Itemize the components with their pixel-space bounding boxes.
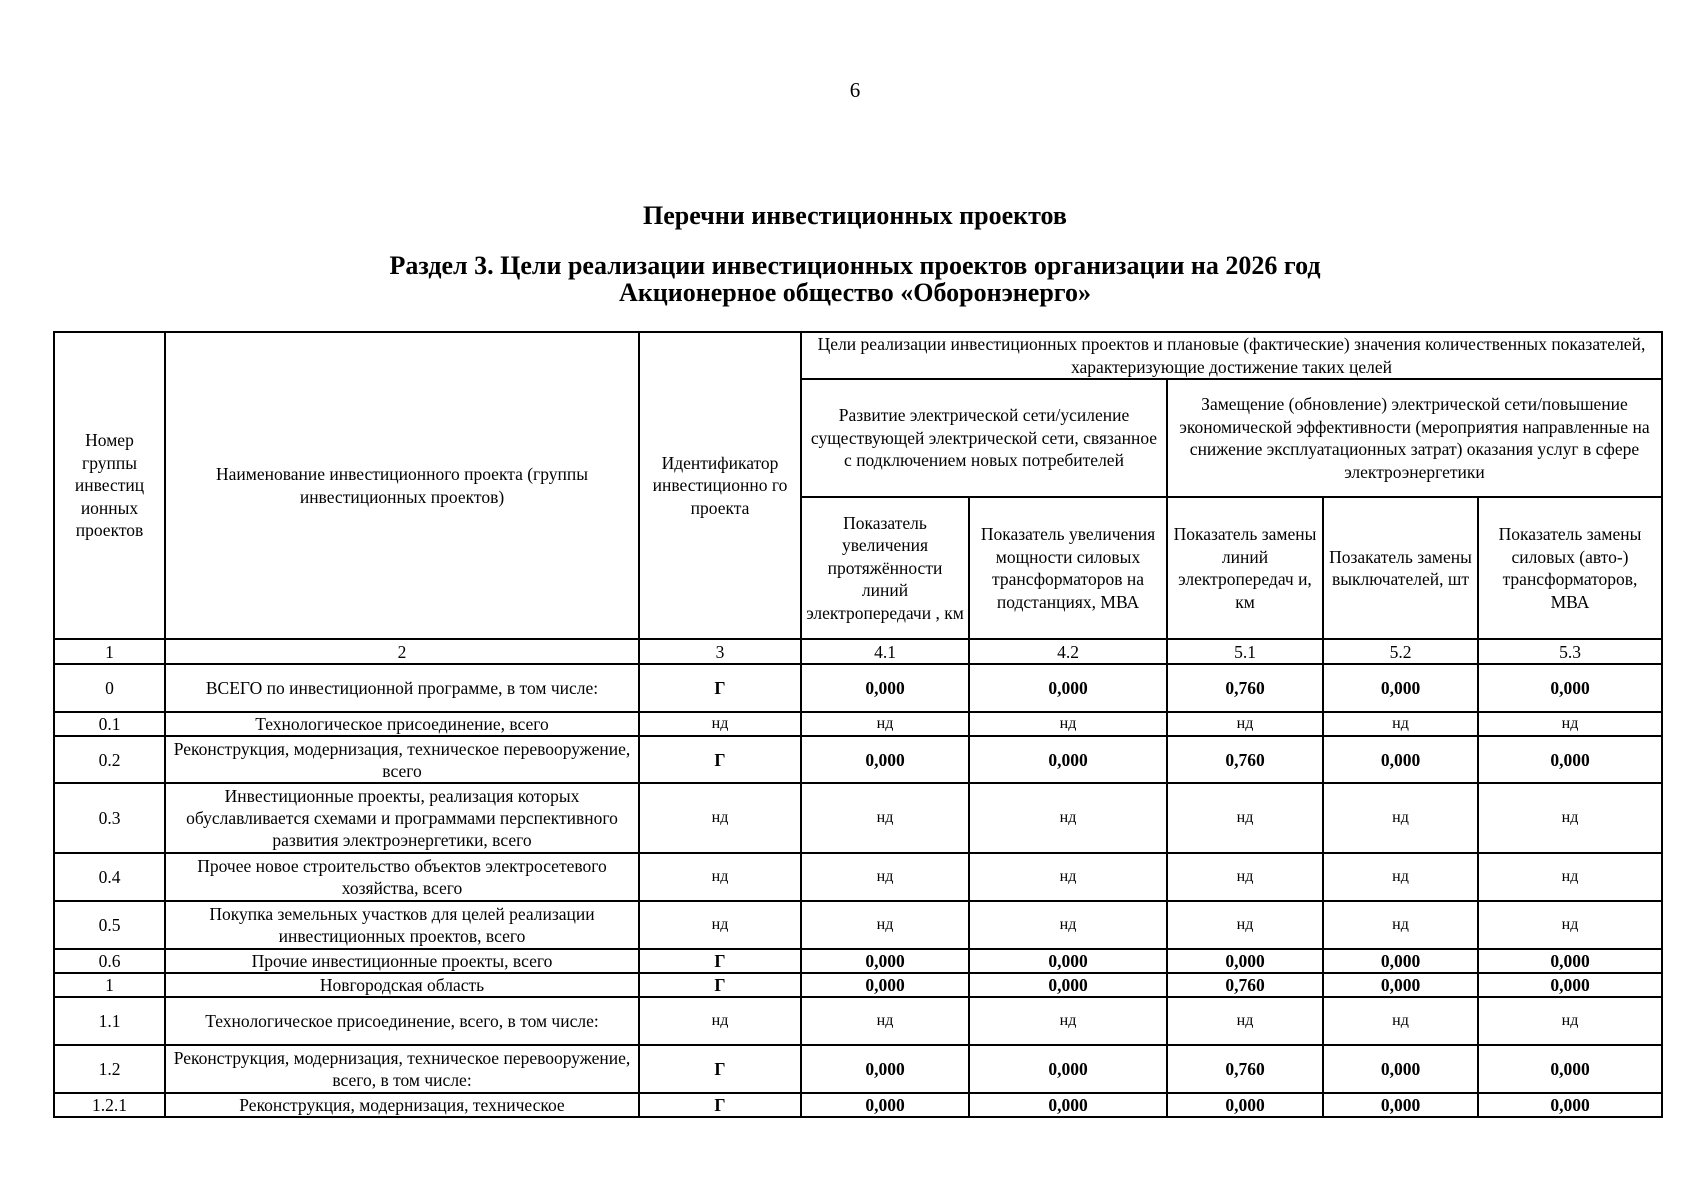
- breaker-replacement-cell: 0,000: [1323, 973, 1478, 997]
- header-line-replacement: Показатель замены линий электропередач и, км: [1167, 497, 1323, 639]
- line-replacement-cell: 0,760: [1167, 1045, 1323, 1093]
- column-number: 3: [639, 639, 801, 664]
- transformer-capacity-increase-cell: 0,000: [969, 1093, 1167, 1117]
- group-number-cell: 0.1: [54, 712, 165, 736]
- line-replacement-cell: нд: [1167, 712, 1323, 736]
- breaker-replacement-cell: нд: [1323, 997, 1478, 1045]
- project-id-cell: нд: [639, 783, 801, 853]
- transformer-replacement-cell: нд: [1478, 901, 1662, 949]
- project-name-cell: Прочее новое строительство объектов электросетевого хозяйства, всего: [165, 853, 639, 901]
- transformer-capacity-increase-cell: нд: [969, 997, 1167, 1045]
- header-transformer-capacity-increase: Показатель увеличения мощности силовых трансформаторов на подстанциях, МВА: [969, 497, 1167, 639]
- breaker-replacement-cell: нд: [1323, 712, 1478, 736]
- line-replacement-cell: 0,760: [1167, 973, 1323, 997]
- project-name-cell: Прочие инвестиционные проекты, всего: [165, 949, 639, 973]
- transformer-capacity-increase-cell: нд: [969, 853, 1167, 901]
- transformer-replacement-cell: 0,000: [1478, 949, 1662, 973]
- header-grid-development: Развитие электрической сети/усиление существующей электрической сети, связанное с подключением новых потребителей: [801, 379, 1167, 497]
- group-number-cell: 0.3: [54, 783, 165, 853]
- project-name-cell: Реконструкция, модернизация, техническое перевооружение, всего: [165, 736, 639, 783]
- project-id-cell: нд: [639, 712, 801, 736]
- breaker-replacement-cell: 0,000: [1323, 1093, 1478, 1117]
- project-id-cell: нд: [639, 901, 801, 949]
- transformer-capacity-increase-cell: нд: [969, 712, 1167, 736]
- section-title: Раздел 3. Цели реализации инвестиционных проектов организации на 2026 год: [389, 251, 1321, 280]
- project-name-cell: Инвестиционные проекты, реализация которых обуславливается схемами и программами перспективного развития электроэнергетики, всего: [165, 783, 639, 853]
- project-name-cell: Покупка земельных участков для целей реализации инвестиционных проектов, всего: [165, 901, 639, 949]
- column-number: 2: [165, 639, 639, 664]
- table-row: [54, 949, 1662, 973]
- project-id-cell: Г: [639, 949, 801, 973]
- line-replacement-cell: 0,760: [1167, 736, 1323, 783]
- line-length-increase-cell: 0,000: [801, 736, 969, 783]
- column-number: 1: [54, 639, 165, 664]
- table-row: [54, 712, 1662, 736]
- line-replacement-cell: нд: [1167, 901, 1323, 949]
- transformer-capacity-increase-cell: нд: [969, 901, 1167, 949]
- line-length-increase-cell: 0,000: [801, 664, 969, 712]
- line-length-increase-cell: нд: [801, 853, 969, 901]
- table-row: [54, 664, 1662, 712]
- header-grid-replacement: Замещение (обновление) электрической сети/повышение экономической эффективности (мероприятия направленные на снижение эксплуатационных затрат) оказания услуг в сфере электроэнергетики: [1167, 379, 1662, 497]
- transformer-replacement-cell: 0,000: [1478, 664, 1662, 712]
- breaker-replacement-cell: нд: [1323, 853, 1478, 901]
- transformer-capacity-increase-cell: 0,000: [969, 949, 1167, 973]
- transformer-capacity-increase-cell: 0,000: [969, 736, 1167, 783]
- group-number-cell: 1.2: [54, 1045, 165, 1093]
- line-replacement-cell: нд: [1167, 997, 1323, 1045]
- line-length-increase-cell: нд: [801, 783, 969, 853]
- project-id-cell: Г: [639, 664, 801, 712]
- table-row: [54, 1093, 1662, 1117]
- header-goals: Цели реализации инвестиционных проектов и плановые (фактические) значения количественных показателей, характеризующие достижение таких целей: [801, 332, 1662, 379]
- breaker-replacement-cell: нд: [1323, 901, 1478, 949]
- group-number-cell: 0.5: [54, 901, 165, 949]
- transformer-capacity-increase-cell: нд: [969, 783, 1167, 853]
- transformer-capacity-increase-cell: 0,000: [969, 1045, 1167, 1093]
- line-replacement-cell: 0,000: [1167, 949, 1323, 973]
- header-group-number: Номер группы инвестиц ионных проектов: [54, 332, 165, 639]
- line-length-increase-cell: нд: [801, 712, 969, 736]
- breaker-replacement-cell: 0,000: [1323, 949, 1478, 973]
- line-replacement-cell: нд: [1167, 783, 1323, 853]
- column-number: 5.1: [1167, 639, 1323, 664]
- table-row: [54, 853, 1662, 901]
- line-replacement-cell: 0,000: [1167, 1093, 1323, 1117]
- project-name-cell: Технологическое присоединение, всего: [165, 712, 639, 736]
- line-length-increase-cell: 0,000: [801, 1045, 969, 1093]
- column-number: 4.1: [801, 639, 969, 664]
- line-length-increase-cell: 0,000: [801, 1093, 969, 1117]
- group-number-cell: 0.2: [54, 736, 165, 783]
- project-id-cell: Г: [639, 1045, 801, 1093]
- table-row: [54, 736, 1662, 783]
- header-project-name: Наименование инвестиционного проекта (группы инвестиционных проектов): [165, 332, 639, 639]
- project-id-cell: Г: [639, 973, 801, 997]
- transformer-replacement-cell: нд: [1478, 997, 1662, 1045]
- project-id-cell: нд: [639, 997, 801, 1045]
- table-row: [54, 783, 1662, 853]
- line-replacement-cell: 0,760: [1167, 664, 1323, 712]
- group-number-cell: 1.1: [54, 997, 165, 1045]
- transformer-capacity-increase-cell: 0,000: [969, 664, 1167, 712]
- document-title: Перечни инвестиционных проектов: [643, 201, 1067, 230]
- column-numbers-row: [54, 639, 1662, 664]
- project-name-cell: Технологическое присоединение, всего, в том числе:: [165, 997, 639, 1045]
- table-row: [54, 901, 1662, 949]
- header-breaker-replacement: Позакатель замены выключателей, шт: [1323, 497, 1478, 639]
- line-length-increase-cell: нд: [801, 901, 969, 949]
- column-number: 5.3: [1478, 639, 1662, 664]
- column-number: 5.2: [1323, 639, 1478, 664]
- group-number-cell: 0.4: [54, 853, 165, 901]
- line-length-increase-cell: нд: [801, 997, 969, 1045]
- header-project-id: Идентификатор инвестиционно го проекта: [639, 332, 801, 639]
- project-name-cell: Новгородская область: [165, 973, 639, 997]
- project-id-cell: Г: [639, 1093, 801, 1117]
- project-id-cell: нд: [639, 853, 801, 901]
- breaker-replacement-cell: 0,000: [1323, 664, 1478, 712]
- transformer-replacement-cell: нд: [1478, 783, 1662, 853]
- transformer-replacement-cell: нд: [1478, 712, 1662, 736]
- project-name-cell: Реконструкция, модернизация, техническое: [165, 1093, 639, 1117]
- project-name-cell: Реконструкция, модернизация, техническое перевооружение, всего, в том числе:: [165, 1045, 639, 1093]
- table-row: [54, 1045, 1662, 1093]
- column-number: 4.2: [969, 639, 1167, 664]
- transformer-replacement-cell: 0,000: [1478, 736, 1662, 783]
- group-number-cell: 0.6: [54, 949, 165, 973]
- organization-name: Акционерное общество «Оборонэнерго»: [619, 278, 1091, 307]
- transformer-replacement-cell: 0,000: [1478, 1045, 1662, 1093]
- project-name-cell: ВСЕГО по инвестиционной программе, в том числе:: [165, 664, 639, 712]
- project-id-cell: Г: [639, 736, 801, 783]
- transformer-replacement-cell: 0,000: [1478, 973, 1662, 997]
- group-number-cell: 0: [54, 664, 165, 712]
- line-length-increase-cell: 0,000: [801, 973, 969, 997]
- line-replacement-cell: нд: [1167, 853, 1323, 901]
- transformer-replacement-cell: нд: [1478, 853, 1662, 901]
- header-line-length-increase: Показатель увеличения протяжённости линий электропередачи , км: [801, 497, 969, 639]
- group-number-cell: 1: [54, 973, 165, 997]
- table-row: [54, 973, 1662, 997]
- investment-goals-table: [53, 331, 1663, 1118]
- line-length-increase-cell: 0,000: [801, 949, 969, 973]
- group-number-cell: 1.2.1: [54, 1093, 165, 1117]
- breaker-replacement-cell: 0,000: [1323, 736, 1478, 783]
- table-row: [54, 997, 1662, 1045]
- page-number: 6: [849, 78, 861, 102]
- breaker-replacement-cell: нд: [1323, 783, 1478, 853]
- transformer-replacement-cell: 0,000: [1478, 1093, 1662, 1117]
- header-transformer-replacement: Показатель замены силовых (авто-) трансформаторов, МВА: [1478, 497, 1662, 639]
- transformer-capacity-increase-cell: 0,000: [969, 973, 1167, 997]
- breaker-replacement-cell: 0,000: [1323, 1045, 1478, 1093]
